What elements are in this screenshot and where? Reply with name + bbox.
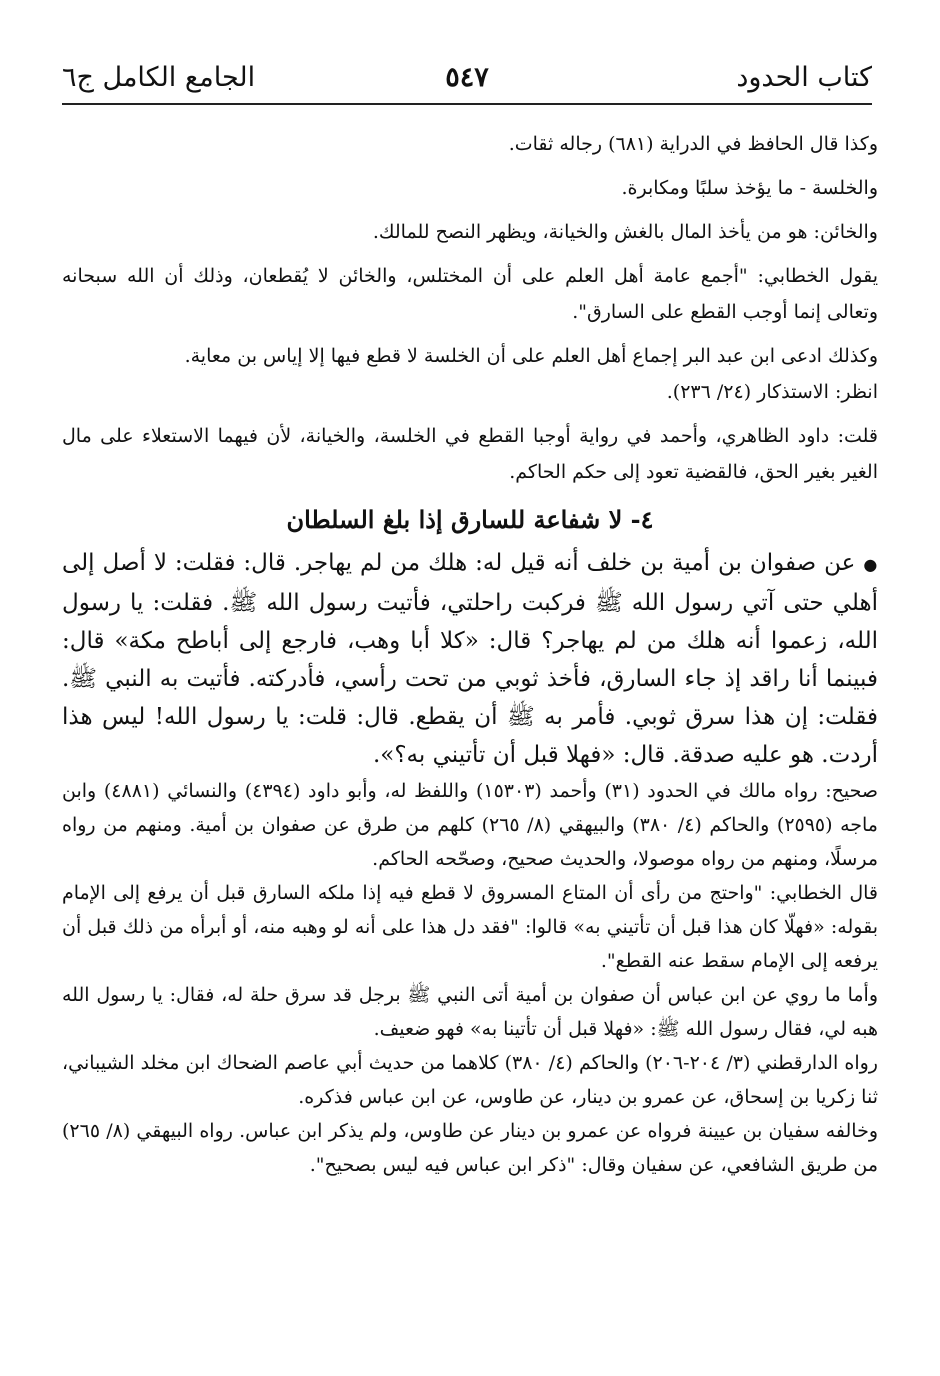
paragraph-ibn-abbas-narration: وأما ما روي عن ابن عباس أن صفوان بن أمية أتى النبي ﷺ برجل قد سرق حلة له، فقال: يا رسول الله هبه لي، فقال رسول الله ﷺ: «فهلا قبل أن تأتينا به» فهو ضعيف. <box>62 984 878 1040</box>
paragraph-dirayah: وكذا قال الحافظ في الدراية (٦٨١) رجاله ثقات. <box>508 133 878 155</box>
paragraph-author-note: قلت: داود الظاهري، وأحمد في رواية أوجبا القطع في الخلسة، والخيانة، لأن فيهما الاستعلاء على مال الغير بغير الحق، فالقضية تعود إلى حكم الحاكم. <box>62 425 878 483</box>
section-heading: ٤- لا شفاعة للسارق إذا بلغ السلطان <box>286 505 654 534</box>
bullet-icon: ● <box>863 555 878 574</box>
paragraph-ibn-abd-al-barr: وكذلك ادعى ابن عبد البر إجماع أهل العلم على أن الخلسة لا قطع فيها إلا إياس بن معاية. <box>184 345 878 367</box>
hadith-text: عن صفوان بن أمية بن خلف أنه قيل له: هلك من لم يهاجر. قال: فقلت: لا أصل إلى أهلي حتى آتي رسول الله ﷺ فركبت راحلتي، فأتيت رسول الله ﷺ. فقلت: يا رسول الله، زعموا أنه هلك من لم يهاجر؟ قال: «كلا أبا وهب، فارجع إلى أباطح مكة» قال: فبينما أنا راقد إذ جاء السارق، فأخذ ثوبي من تحت رأسي، فأدركته. فأتيت به النبي ﷺ. فقلت: إن هذا سرق ثوبي. فأمر به ﷺ أن يقطع. قال: قلت: يا رسول الله! ليس هذا أردت. هو عليه صدقة. قال: «فهلا قبل أن تأتيني به؟». <box>62 550 878 768</box>
paragraph-khattabi-comment: قال الخطابي: "واحتج من رأى أن المتاع المسروق لا قطع فيه إذا ملكه السارق قبل أن يرفع إلى الإمام بقوله: «فهلّا كان هذا قبل أن تأتيني به» قالوا: "فقد دل هذا على أنه لو وهبه منه، أو أبرأه من ذلك قبل أن يرفعه إلى الإمام سقط عنه القطع". <box>62 882 878 972</box>
paragraph-daraqutni: رواه الدارقطني (٣/ ٢٠٤-٢٠٦) والحاكم (٤/ ٣٨٠) كلاهما من حديث أبي عاصم الضحاك ابن مخلد الشيباني، ثنا زكريا بن إسحاق، عن عمرو بن دينار، عن طاوس، عن ابن عباس فذكره. <box>62 1052 878 1108</box>
paragraph-khain-definition: والخائن: هو من يأخذ المال بالغش والخيانة، ويظهر النصح للمالك. <box>372 221 878 243</box>
paragraph-istidhkar-ref: انظر: الاستذكار (٢٤/ ٢٣٦). <box>666 381 878 403</box>
paragraph-khulsah-definition: والخلسة - ما يؤخذ سلبًا ومكابرة. <box>621 177 878 199</box>
hadith-text-block <box>62 544 878 774</box>
page-content <box>62 126 878 1182</box>
book-section-title: كتاب الحدود <box>736 62 872 93</box>
paragraph-takhrij: صحيح: رواه مالك في الحدود (٣١) وأحمد (١٥٣٠٣) واللفظ له، وأبو داود (٤٣٩٤) والنسائي (٤٨٨١) وابن ماجه (٢٥٩٥) والحاكم (٤/ ٣٨٠) والبيهقي (٨/ ٢٦٥) كلهم من طرق عن صفوان بن أمية. ومنهم من رواه مرسلًا، ومنهم من رواه موصولا، والحديث صحيح، وصحّحه الحاكم. <box>62 780 878 870</box>
header-divider <box>62 103 872 105</box>
paragraph-khattabi-quote: يقول الخطابي: "أجمع عامة أهل العلم على أن المختلس، والخائن لا يُقطعان، وذلك أن الله سبحانه وتعالى إنما أوجب القطع على السارق". <box>62 265 878 323</box>
book-title: الجامع الكامل ج٦ <box>62 62 256 93</box>
page-number: ٥٤٧ <box>445 62 489 93</box>
paragraph-sufyan: وخالفه سفيان بن عيينة فرواه عن عمرو بن دينار عن طاوس، ولم يذكر ابن عباس. رواه البيهقي (٨/ ٢٦٥) من طريق الشافعي، عن سفيان وقال: "ذكر ابن عباس فيه ليس بصحيح". <box>62 1120 878 1176</box>
page-header <box>62 58 872 98</box>
